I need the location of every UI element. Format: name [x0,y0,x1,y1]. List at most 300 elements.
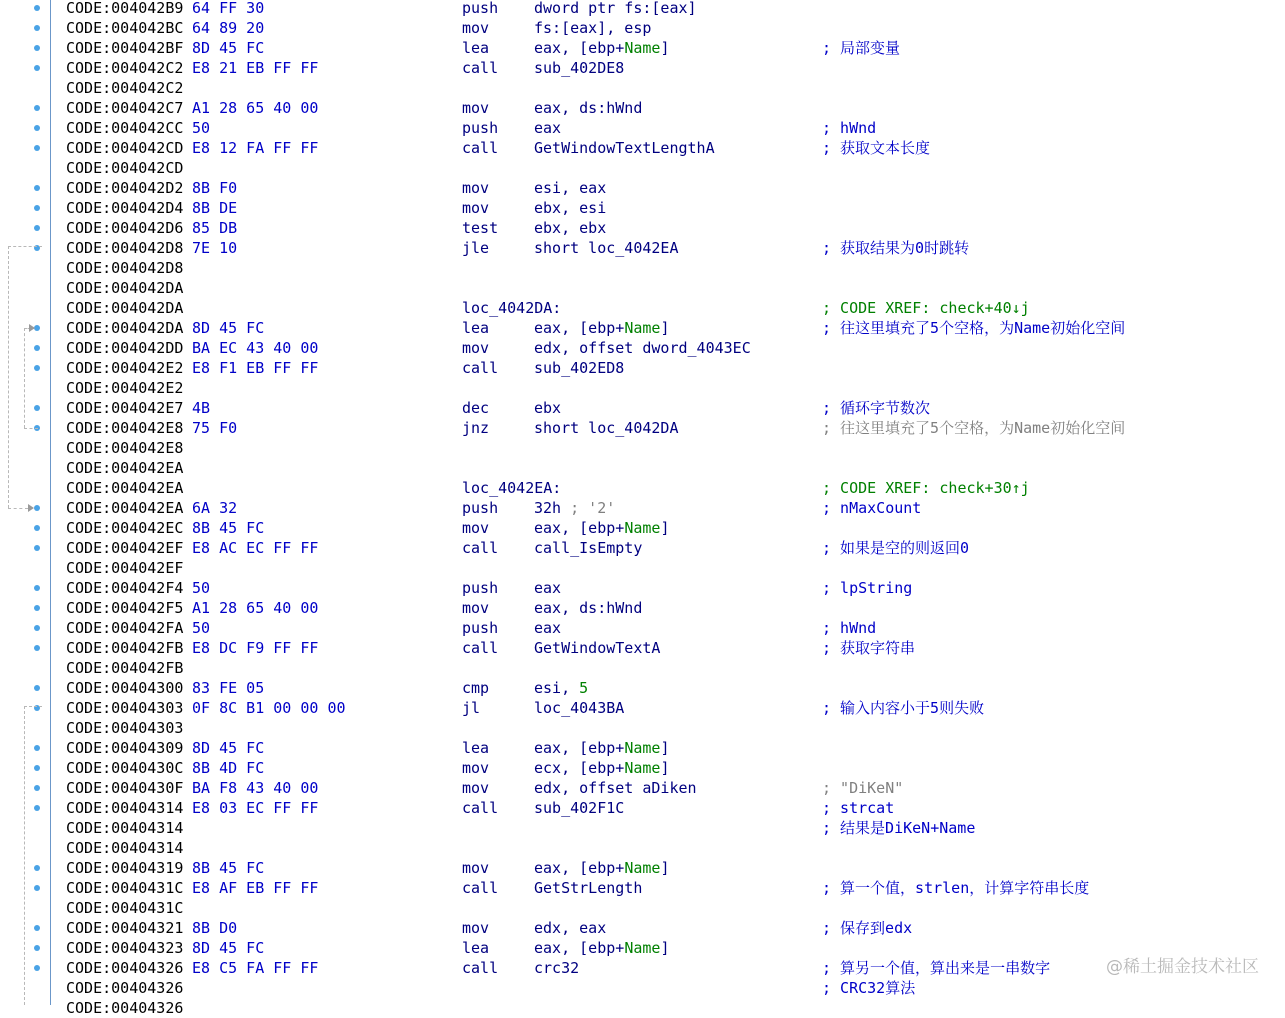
opcode-bytes: 8D 45 FC [192,319,265,337]
breakpoint-dot[interactable] [34,745,40,751]
code-line[interactable] [66,798,1266,818]
line-address: CODE:004042D2 [66,179,184,197]
opcode-bytes: 64 89 20 [192,19,265,37]
operand-text: call_IsEmpty [534,539,643,557]
comment: ; CODE XREF: check+40↓j [822,299,1030,317]
jump-arrow-jle [8,246,9,508]
breakpoint-dot[interactable] [34,645,40,651]
mnemonic: lea [462,939,490,957]
operand-text: dword ptr fs:[eax] [534,0,697,17]
code-line[interactable] [66,918,1266,938]
operand[interactable] [534,58,624,78]
comment: ; 往这里填充了5个空格，为Name初始化空间 [822,419,1126,437]
code-line[interactable] [66,18,1266,38]
mnemonic: jnz [462,419,490,437]
code-line[interactable] [66,878,1266,898]
breakpoint-dot[interactable] [34,25,40,31]
operand-text: esi, eax [534,179,607,197]
operand[interactable] [534,238,679,258]
code-line[interactable] [66,398,1266,418]
operand-text: eax, [ebp+Name] [534,859,670,877]
code-line[interactable] [66,578,1266,598]
opcode-bytes: E8 AC EC FF FF [192,539,319,557]
mnemonic: call [462,539,499,557]
line-address: CODE:00404323 [66,939,184,957]
breakpoint-dot[interactable] [34,685,40,691]
opcode-bytes: 50 [192,119,211,137]
operand-text: loc_4043BA [534,699,625,717]
operand-text: ecx, [ebp+Name] [534,759,670,777]
code-line[interactable] [66,698,1266,718]
operand[interactable] [534,538,642,558]
mnemonic: call [462,959,499,977]
opcode-bytes: 50 [192,579,211,597]
gutter [0,0,51,1005]
line-address: CODE:0040430C [66,759,184,777]
arrow-head-icon [28,504,34,512]
breakpoint-dot[interactable] [34,125,40,131]
operand[interactable] [534,118,561,138]
code-line[interactable] [66,978,1266,998]
operand[interactable] [534,178,606,198]
line-address: CODE:00404326 [66,979,184,997]
code-line[interactable] [66,558,1266,578]
opcode-bytes: E8 AF EB FF FF [192,879,319,897]
code-line[interactable] [66,718,1266,738]
line-address: CODE:004042C2 [66,79,184,97]
breakpoint-dot[interactable] [34,865,40,871]
breakpoint-dot[interactable] [34,965,40,971]
operand[interactable] [534,698,624,718]
line-address: CODE:00404321 [66,919,184,937]
comment: ; 往这里填充了5个空格，为Name初始化空间 [822,319,1126,337]
operand[interactable] [534,938,669,958]
code-line[interactable] [66,318,1266,338]
opcode-bytes: 8D 45 FC [192,739,265,757]
operand-text: eax, [ebp+Name] [534,519,670,537]
opcode-bytes: 85 DB [192,219,238,237]
operand[interactable] [534,18,651,38]
breakpoint-dot[interactable] [34,145,40,151]
operand-text: eax, ds:hWnd [534,99,643,117]
opcode-bytes: 0F 8C B1 00 00 00 [192,699,346,717]
code-label[interactable]: loc_4042EA: [462,479,562,497]
breakpoint-dot[interactable] [34,525,40,531]
mnemonic: lea [462,739,490,757]
loop-arrow-jnz [24,328,25,428]
comment: ; 循环字节数次 [822,399,931,417]
code-line[interactable] [66,478,1266,498]
code-line[interactable] [66,138,1266,158]
mnemonic: push [462,619,499,637]
comment: ; 算另一个值，算出来是一串数字 [822,959,1051,977]
arrow-head-icon [29,324,35,332]
operand-text: GetWindowTextLengthA [534,139,715,157]
code-line[interactable] [66,418,1266,438]
operand-text: eax, [ebp+Name] [534,39,670,57]
comment: ; 获取结果为0时跳转 [822,239,970,257]
code-line[interactable] [66,998,1266,1018]
mnemonic: call [462,639,499,657]
operand-text: 32h [534,499,562,517]
operand[interactable] [534,638,660,658]
opcode-bytes: E8 F1 EB FF FF [192,359,319,377]
mnemonic: mov [462,599,490,617]
mnemonic: mov [462,199,490,217]
comment: ; strcat [822,799,895,817]
line-address: CODE:00404314 [66,819,184,837]
opcode-bytes: 8D 45 FC [192,39,265,57]
code-label[interactable]: loc_4042DA: [462,299,562,317]
line-address: CODE:004042F5 [66,599,184,617]
line-address: CODE:004042E8 [66,419,184,437]
comment: ; hWnd [822,119,877,137]
operand-text: short loc_4042DA [534,419,679,437]
operand-text: GetStrLength [534,879,643,897]
operand[interactable] [534,318,669,338]
code-line[interactable] [66,58,1266,78]
line-address: CODE:004042DD [66,339,184,357]
operand[interactable] [534,198,606,218]
breakpoint-dot[interactable] [34,105,40,111]
line-address: CODE:004042DA [66,299,184,317]
operand[interactable] [534,878,642,898]
operand[interactable] [534,758,669,778]
operand[interactable] [534,958,579,978]
opcode-bytes: E8 21 EB FF FF [192,59,319,77]
operand-text: sub_402DE8 [534,59,625,77]
line-address: CODE:004042FB [66,659,184,677]
comment: ; CODE XREF: check+30↑j [822,479,1030,497]
code-line[interactable] [66,438,1266,458]
opcode-bytes: 8B DE [192,199,238,217]
operand[interactable] [534,498,615,518]
breakpoint-dot[interactable] [34,5,40,11]
code-line[interactable] [66,638,1266,658]
jump-arrow-jle [8,246,42,247]
mnemonic: push [462,499,499,517]
code-line[interactable] [66,198,1266,218]
line-address: CODE:004042CC [66,119,184,137]
line-address: CODE:004042EA [66,459,184,477]
jump-arrow-jl [24,706,42,707]
operand-text: GetWindowTextA [534,639,661,657]
operand[interactable] [534,738,669,758]
code-line[interactable] [66,0,1266,18]
opcode-bytes: 83 FE 05 [192,679,265,697]
opcode-bytes: 8B F0 [192,179,238,197]
code-line[interactable] [66,98,1266,118]
code-line[interactable] [66,258,1266,278]
breakpoint-dot[interactable] [34,605,40,611]
mnemonic: push [462,119,499,137]
line-address: CODE:004042EF [66,539,184,557]
line-address: CODE:004042C7 [66,99,184,117]
code-line[interactable] [66,238,1266,258]
line-address: CODE:00404303 [66,719,184,737]
operand-comment: ; '2' [561,499,616,517]
operand-text: short loc_4042EA [534,239,679,257]
line-address: CODE:004042CD [66,159,184,177]
operand-text: eax [534,119,562,137]
line-address: CODE:00404326 [66,959,184,977]
operand-text: eax, [ebp+Name] [534,939,670,957]
operand[interactable] [534,38,669,58]
operand-text: esi, 5 [534,679,589,697]
opcode-bytes: 7E 10 [192,239,238,257]
mnemonic: call [462,799,499,817]
breakpoint-dot[interactable] [34,65,40,71]
jump-arrow-jl [24,706,25,1005]
code-line[interactable] [66,338,1266,358]
mnemonic: call [462,59,499,77]
code-line[interactable] [66,678,1266,698]
breakpoint-dot[interactable] [34,345,40,351]
line-address: CODE:0040430F [66,779,184,797]
line-address: CODE:004042D8 [66,259,184,277]
opcode-bytes: BA F8 43 40 00 [192,779,319,797]
breakpoint-dot[interactable] [34,585,40,591]
code-line[interactable] [66,658,1266,678]
line-address: CODE:00404314 [66,799,184,817]
operand-text: edx, offset aDiken [534,779,697,797]
operand[interactable] [534,578,561,598]
operand[interactable] [534,778,697,798]
code-line[interactable] [66,618,1266,638]
code-line[interactable] [66,218,1266,238]
opcode-bytes: BA EC 43 40 00 [192,339,319,357]
line-address: CODE:004042BC [66,19,184,37]
line-address: CODE:004042FA [66,619,184,637]
line-address: CODE:004042E8 [66,439,184,457]
mnemonic: mov [462,779,490,797]
operand[interactable] [534,798,624,818]
mnemonic: dec [462,399,490,417]
opcode-bytes: E8 C5 FA FF FF [192,959,319,977]
line-address: CODE:00404300 [66,679,184,697]
mnemonic: mov [462,859,490,877]
operand-text: crc32 [534,959,580,977]
operand[interactable] [534,0,697,18]
breakpoint-dot[interactable] [34,505,40,511]
line-address: CODE:00404319 [66,859,184,877]
operand-text: ebx, esi [534,199,607,217]
breakpoint-dot[interactable] [34,765,40,771]
line-address: CODE:004042E2 [66,359,184,377]
operand[interactable] [534,398,561,418]
breakpoint-dot[interactable] [34,545,40,551]
breakpoint-dot[interactable] [34,625,40,631]
code-line[interactable] [66,958,1266,978]
mnemonic: call [462,359,499,377]
opcode-bytes: E8 03 EC FF FF [192,799,319,817]
line-address: CODE:004042FB [66,639,184,657]
comment: ; 局部变量 [822,39,901,57]
operand[interactable] [534,618,561,638]
comment: ; hWnd [822,619,877,637]
mnemonic: jl [462,699,481,717]
comment: ; 算一个值，strlen，计算字符串长度 [822,879,1090,897]
operand-text: edx, eax [534,919,607,937]
code-line[interactable] [66,858,1266,878]
line-address: CODE:004042F4 [66,579,184,597]
comment: ; CRC32算法 [822,979,916,997]
operand-text: eax, [ebp+Name] [534,319,670,337]
code-line[interactable] [66,378,1266,398]
operand[interactable] [534,338,751,358]
line-address: CODE:00404309 [66,739,184,757]
line-address: CODE:00404303 [66,699,184,717]
operand[interactable] [534,858,669,878]
opcode-bytes: 8B D0 [192,919,238,937]
comment: ; 保存到edx [822,919,913,937]
comment: ; lpString [822,579,913,597]
line-address: CODE:00404326 [66,999,184,1017]
code-line[interactable] [66,778,1266,798]
code-line[interactable] [66,498,1266,518]
breakpoint-dot[interactable] [34,365,40,371]
line-address: CODE:004042DA [66,319,184,337]
line-address: CODE:0040431C [66,879,184,897]
opcode-bytes: 8B 4D FC [192,759,265,777]
line-address: CODE:004042C2 [66,59,184,77]
line-address: CODE:004042D6 [66,219,184,237]
operand-text: eax, [ebp+Name] [534,739,670,757]
comment: ; 结果是DiKeN+Name [822,819,976,837]
comment: ; "DiKeN" [822,779,904,797]
code-line[interactable] [66,278,1266,298]
operand[interactable] [534,358,624,378]
code-line[interactable] [66,458,1266,478]
watermark: @稀土掘金技术社区 [1106,957,1259,977]
code-line[interactable] [66,78,1266,98]
mnemonic: mov [462,19,490,37]
operand[interactable] [534,418,679,438]
operand-text: eax, ds:hWnd [534,599,643,617]
line-address: CODE:004042CD [66,139,184,157]
operand[interactable] [534,98,642,118]
code-line[interactable] [66,898,1266,918]
breakpoint-dot[interactable] [34,925,40,931]
opcode-bytes: A1 28 65 40 00 [192,99,319,117]
comment: ; 输入内容小于5则失败 [822,699,985,717]
mnemonic: jle [462,239,490,257]
opcode-bytes: 8D 45 FC [192,939,265,957]
breakpoint-dot[interactable] [34,225,40,231]
loop-arrow-jnz [24,428,38,429]
line-address: CODE:004042BF [66,39,184,57]
opcode-bytes: 50 [192,619,211,637]
mnemonic: lea [462,319,490,337]
mnemonic: mov [462,179,490,197]
code-line[interactable] [66,758,1266,778]
mnemonic: push [462,579,499,597]
line-address: CODE:004042D4 [66,199,184,217]
code-line[interactable] [66,118,1266,138]
mnemonic: mov [462,919,490,937]
code-line[interactable] [66,838,1266,858]
line-address: CODE:004042B9 [66,0,184,17]
code-line[interactable] [66,538,1266,558]
code-line[interactable] [66,158,1266,178]
comment: ; 获取字符串 [822,639,916,657]
mnemonic: lea [462,39,490,57]
mnemonic: cmp [462,679,490,697]
code-line[interactable] [66,298,1266,318]
operand[interactable] [534,218,606,238]
line-address: CODE:0040431C [66,899,184,917]
operand[interactable] [534,918,606,938]
breakpoint-dot[interactable] [34,185,40,191]
mnemonic: mov [462,99,490,117]
operand-text: eax [534,579,562,597]
code-line[interactable] [66,598,1266,618]
jump-arrow-jle [8,508,28,509]
opcode-bytes: 75 F0 [192,419,238,437]
breakpoint-dot[interactable] [34,405,40,411]
line-address: CODE:004042DA [66,279,184,297]
operand-text: sub_402F1C [534,799,625,817]
code-line[interactable] [66,38,1266,58]
code-line[interactable] [66,738,1266,758]
opcode-bytes: 6A 32 [192,499,238,517]
code-line[interactable] [66,818,1266,838]
mnemonic: call [462,139,499,157]
line-address: CODE:004042EC [66,519,184,537]
operand-text: edx, offset dword_4043EC [534,339,751,357]
breakpoint-dot[interactable] [34,205,40,211]
line-address: CODE:00404314 [66,839,184,857]
breakpoint-dot[interactable] [34,785,40,791]
opcode-bytes: E8 12 FA FF FF [192,139,319,157]
line-address: CODE:004042E2 [66,379,184,397]
opcode-bytes: E8 DC F9 FF FF [192,639,319,657]
operand-text: ebx [534,399,562,417]
breakpoint-dot[interactable] [34,45,40,51]
mnemonic: mov [462,519,490,537]
code-line[interactable] [66,938,1266,958]
line-address: CODE:004042D8 [66,239,184,257]
operand-text: fs:[eax], esp [534,19,652,37]
mnemonic: test [462,219,499,237]
mnemonic: push [462,0,499,17]
breakpoint-dot[interactable] [34,945,40,951]
code-line[interactable] [66,518,1266,538]
operand[interactable] [534,138,715,158]
mnemonic: mov [462,339,490,357]
operand[interactable] [534,678,588,698]
line-address: CODE:004042EA [66,479,184,497]
operand-text: eax [534,619,562,637]
mnemonic: call [462,879,499,897]
opcode-bytes: A1 28 65 40 00 [192,599,319,617]
breakpoint-dot[interactable] [34,885,40,891]
code-line[interactable] [66,358,1266,378]
code-line[interactable] [66,178,1266,198]
operand[interactable] [534,518,669,538]
operand[interactable] [534,598,642,618]
breakpoint-dot[interactable] [34,805,40,811]
opcode-bytes: 4B [192,399,211,417]
comment: ; nMaxCount [822,499,922,517]
line-address: CODE:004042EF [66,559,184,577]
line-address: CODE:004042EA [66,499,184,517]
line-address: CODE:004042E7 [66,399,184,417]
operand-text: sub_402ED8 [534,359,625,377]
operand-text: ebx, ebx [534,219,607,237]
mnemonic: mov [462,759,490,777]
comment: ; 获取文本长度 [822,139,931,157]
